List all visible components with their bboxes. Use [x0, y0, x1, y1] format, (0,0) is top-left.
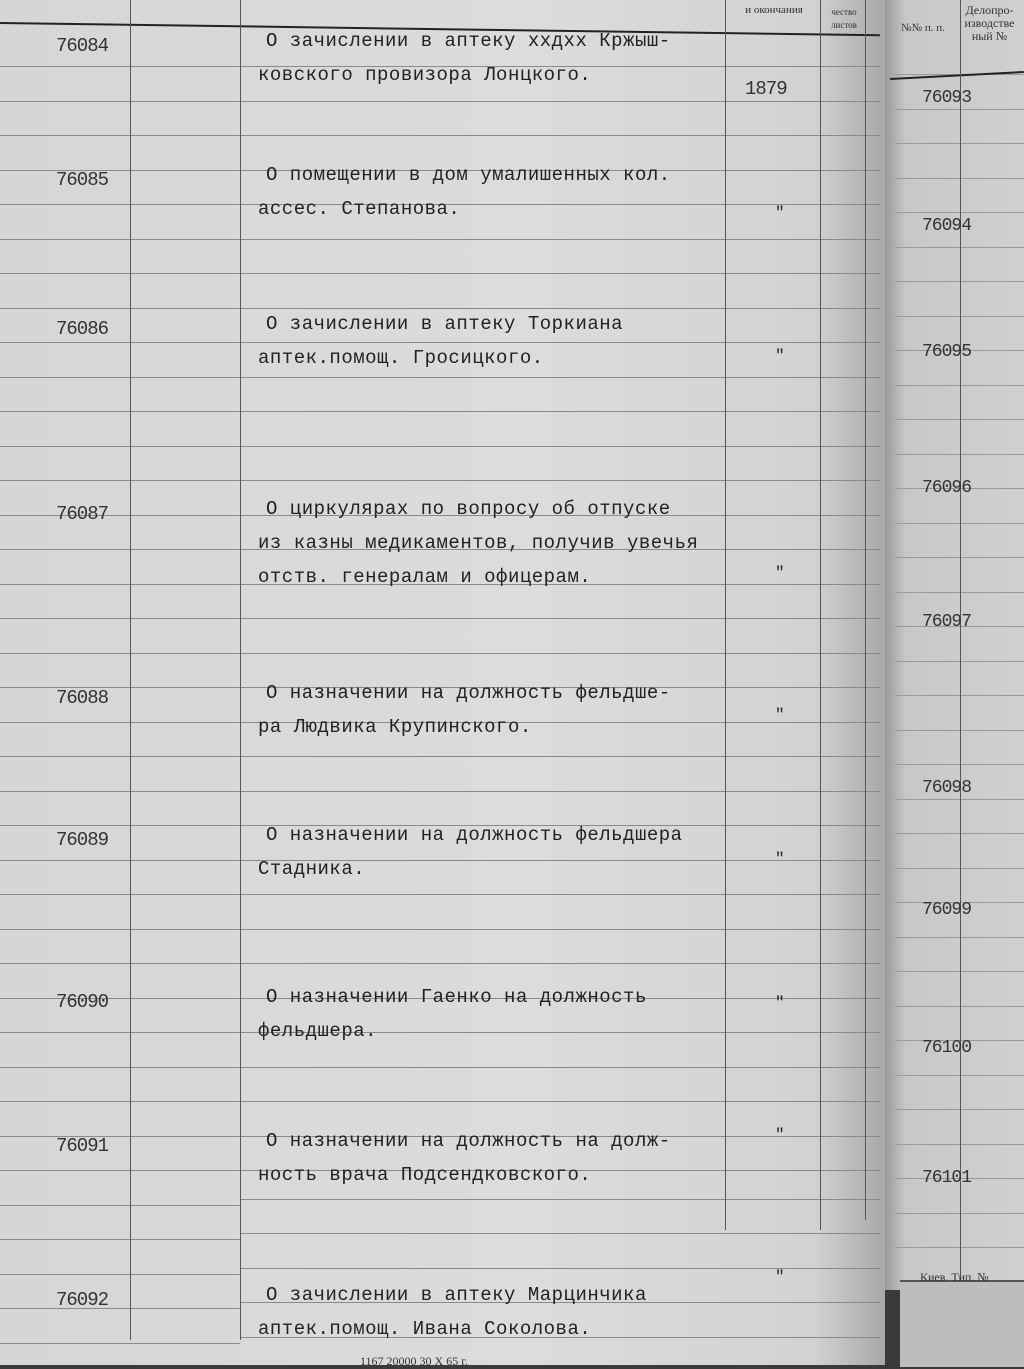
right-footer: Киев. Тип. №	[920, 1270, 989, 1284]
entry-text-line: ность врача Подсендковского.	[258, 1164, 592, 1186]
ruled-line	[0, 101, 240, 102]
entry-date: ″	[775, 347, 785, 365]
right-entry-number: 76097	[922, 612, 972, 632]
ruled-line	[0, 170, 240, 171]
ruled-line	[0, 239, 240, 240]
ruled-line	[0, 860, 240, 861]
entry-text-line: фельдшера.	[258, 1020, 378, 1042]
entry-text-line: из казны медикаментов, получив увечья	[258, 532, 699, 554]
ruled-line	[240, 273, 880, 274]
entry-text-line: О зачислении в аптеку xxдxx Кржыш-	[266, 30, 671, 52]
ruled-line	[0, 756, 240, 757]
entry-date: 1879	[745, 78, 787, 100]
header-sheets: чество листов	[831, 7, 857, 30]
right-entry-number: 76096	[922, 478, 972, 498]
ruled-line	[0, 1136, 240, 1137]
right-header-number: №№ п. п.	[901, 22, 945, 34]
entry-text-line: ассес. Степанова.	[258, 198, 461, 220]
header-date-end: и окончания	[745, 4, 803, 16]
entry-text-line: О назначении на должность на долж-	[266, 1130, 671, 1152]
column-divider	[240, 0, 241, 1340]
entry-text-line: О помещении в дом умалишенных кол.	[266, 164, 671, 186]
entry-date: ″	[775, 706, 785, 724]
entry-text-line: аптек.помощ. Ивана Соколова.	[258, 1318, 592, 1340]
ruled-line	[0, 791, 240, 792]
ruled-line	[0, 549, 240, 550]
entry-date: ″	[775, 204, 785, 222]
ruled-line	[0, 377, 240, 378]
right-header-case: Делопро- изводстве ный №	[964, 3, 1015, 43]
ruled-line	[0, 722, 240, 723]
ruled-line	[0, 653, 240, 654]
ruled-line	[0, 687, 240, 688]
ruled-line	[240, 1101, 880, 1102]
ruled-line	[0, 618, 240, 619]
ruled-line	[0, 480, 240, 481]
entry-text-line: Стадника.	[258, 858, 366, 880]
ruled-line	[0, 929, 240, 930]
entry-date: ″	[775, 994, 785, 1012]
column-divider	[130, 0, 131, 1340]
ruled-line	[0, 1170, 240, 1171]
ruled-line	[0, 1032, 240, 1033]
ruled-line	[240, 411, 880, 412]
entry-text-line: О назначении Гаенко на должность	[266, 986, 647, 1008]
ruled-line	[240, 653, 880, 654]
column-divider	[865, 0, 866, 1220]
entry-text-line: аптек.помощ. Гросицкого.	[258, 347, 544, 369]
ruled-line	[0, 446, 240, 447]
ruled-line	[0, 1067, 240, 1068]
ruled-line	[0, 825, 240, 826]
right-entry-number: 76099	[922, 900, 972, 920]
ruled-line	[0, 273, 240, 274]
ruled-line	[240, 963, 880, 964]
ruled-line	[240, 929, 880, 930]
entry-date: ″	[775, 850, 785, 868]
ruled-line	[240, 1233, 880, 1234]
entry-text-line: О назначении на должность фельдше-	[266, 682, 671, 704]
column-divider	[820, 0, 821, 1230]
entry-number: 76089	[56, 829, 109, 851]
ruled-line	[240, 239, 880, 240]
ruled-line	[0, 1274, 240, 1275]
entry-number: 76092	[56, 1289, 109, 1311]
ruled-line	[240, 308, 880, 309]
underlying-pages	[900, 1280, 1024, 1367]
entry-text-line: ра Людвика Крупинского.	[258, 716, 532, 738]
entry-number: 76087	[56, 503, 109, 525]
entry-date: ″	[775, 1126, 785, 1144]
ruled-line	[240, 894, 880, 895]
ruled-line	[0, 1308, 240, 1309]
entry-text-line: О зачислении в аптеку Торкиана	[266, 313, 624, 335]
column-divider	[960, 0, 961, 1280]
right-entry-number: 76093	[922, 88, 972, 108]
entry-number: 76085	[56, 169, 109, 191]
ruled-line	[0, 342, 240, 343]
entry-number: 76086	[56, 318, 109, 340]
entry-number: 76088	[56, 687, 109, 709]
right-page	[885, 0, 1024, 1290]
ruled-line	[240, 101, 880, 102]
entry-text-line: отств. генералам и офицерам.	[258, 566, 592, 588]
ruled-line	[0, 963, 240, 964]
ruled-line	[0, 584, 240, 585]
right-entry-number: 76101	[922, 1168, 972, 1188]
ruled-line	[0, 515, 240, 516]
entry-number: 76091	[56, 1135, 109, 1157]
column-divider	[725, 0, 726, 1230]
ruled-line	[0, 1239, 240, 1240]
right-entry-number: 76094	[922, 216, 972, 236]
ruled-line	[240, 791, 880, 792]
ruled-line	[240, 1199, 880, 1200]
ruled-line	[0, 308, 240, 309]
entry-number: 76084	[56, 35, 109, 57]
ruled-line	[0, 1101, 240, 1102]
entry-text-line: О зачислении в аптеку Марцинчика	[266, 1284, 647, 1306]
ruled-line	[0, 411, 240, 412]
ruled-line	[240, 135, 880, 136]
right-entry-number: 76098	[922, 778, 972, 798]
ruled-line	[0, 998, 240, 999]
ruled-line	[240, 756, 880, 757]
ruled-line	[240, 480, 880, 481]
entry-date: ″	[775, 1268, 785, 1286]
right-entry-number: 76095	[922, 342, 972, 362]
entry-date: ″	[775, 564, 785, 582]
ruled-line	[0, 204, 240, 205]
footer-print-info: 1167 20000 30 X 65 г.	[360, 1354, 468, 1368]
ruled-line	[0, 1205, 240, 1206]
ruled-line	[0, 135, 240, 136]
ruled-line	[0, 66, 240, 67]
ruled-line	[240, 618, 880, 619]
ruled-line	[240, 342, 880, 343]
ruled-line	[240, 377, 880, 378]
entry-number: 76090	[56, 991, 109, 1013]
entry-text-line: ковского провизора Лонцкого.	[258, 64, 592, 86]
ruled-line	[0, 894, 240, 895]
entry-text-line: О назначении на должность фельдшера	[266, 824, 683, 846]
ruled-line	[0, 1343, 240, 1344]
ruled-line	[240, 1067, 880, 1068]
right-entry-number: 76100	[922, 1038, 972, 1058]
entry-text-line: О циркулярах по вопросу об отпуске	[266, 498, 671, 520]
ruled-line	[240, 446, 880, 447]
